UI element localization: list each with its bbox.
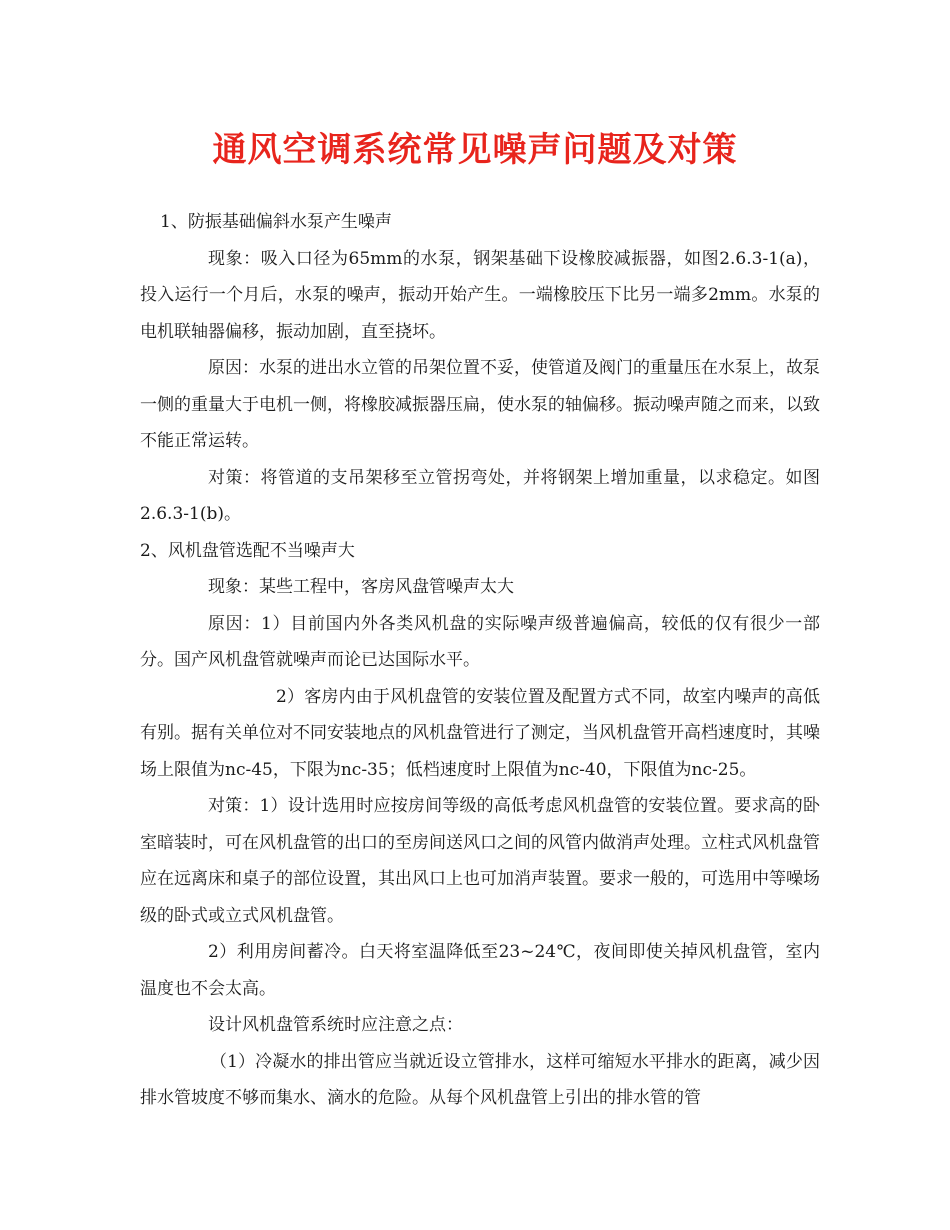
paragraph-solution-2b: 2）利用房间蓄冷。白天将室温降低至23~24℃，夜间即使关掉风机盘管，室内温度也不会太高。 <box>140 942 820 999</box>
paragraph-solution-2a: 对策：1）设计选用时应按房间等级的高低考虑风机盘管的安装位置。要求高的卧室暗装时，可在风机盘管的出口的至房间送风口之间的风管内做消声处理。立柱式风机盘管应在远离床和桌子的部位设置，其出风口上也可加消声装置。要求一般的，可选用中等噪场级的卧式或立式风机盘管。 <box>140 796 820 926</box>
paragraph-cause-2a: 原因：1）目前国内外各类风机盘的实际噪声级普遍偏高，较低的仅有很少一部分。国产风机盘管就噪声而论已达国际水平。 <box>140 613 820 670</box>
section-heading-1: 1、防振基础偏斜水泵产生噪声 <box>160 212 392 232</box>
document-body <box>140 204 820 1117</box>
paragraph-cause-1: 原因：水泵的进出水立管的吊架位置不妥，使管道及阀门的重量压在水泵上，故泵一侧的重量大于电机一侧，将橡胶减振器压扁，使水泵的轴偏移。振动噪声随之而来，以致不能正常运转。 <box>140 358 820 451</box>
paragraph-phenomenon-1: 现象：吸入口径为65mm的水泵，钢架基础下设橡胶减振器，如图2.6.3-1(a)，投入运行一个月后，水泵的噪声，振动开始产生。一端橡胶压下比另一端多2mm。水泵的电机联轴器偏移，振动加剧，直至挠坏。 <box>140 248 820 342</box>
section-heading-2: 2、风机盘管选配不当噪声大 <box>140 540 355 561</box>
paragraph-design-note-1: （1）冷凝水的排出管应当就近设立管排水，这样可缩短水平排水的距离，减少因排水管坡度不够而集水、滴水的危险。从每个风机盘管上引出的排水管的管 <box>140 1051 820 1108</box>
document-title: 通风空调系统常见噪声问题及对策 <box>212 130 738 170</box>
paragraph-design-notes-heading: 设计风机盘管系统时应注意之点： <box>208 1015 463 1035</box>
paragraph-cause-2b: 2）客房内由于风机盘管的安装位置及配置方式不同，故室内噪声的高低有别。据有关单位对不同安装地点的风机盘管进行了测定，当风机盘管开高档速度时，其噪场上限值为nc-45，下限为nc-35；低档速度时上限值为nc-40，下限值为nc-25。 <box>140 686 820 780</box>
paragraph-solution-1: 对策：将管道的支吊架移至立管拐弯处，并将钢架上增加重量，以求稳定。如图2.6.3-1(b)。 <box>140 467 820 524</box>
paragraph-phenomenon-2: 现象：某些工程中，客房风盘管噪声太大 <box>208 577 514 597</box>
